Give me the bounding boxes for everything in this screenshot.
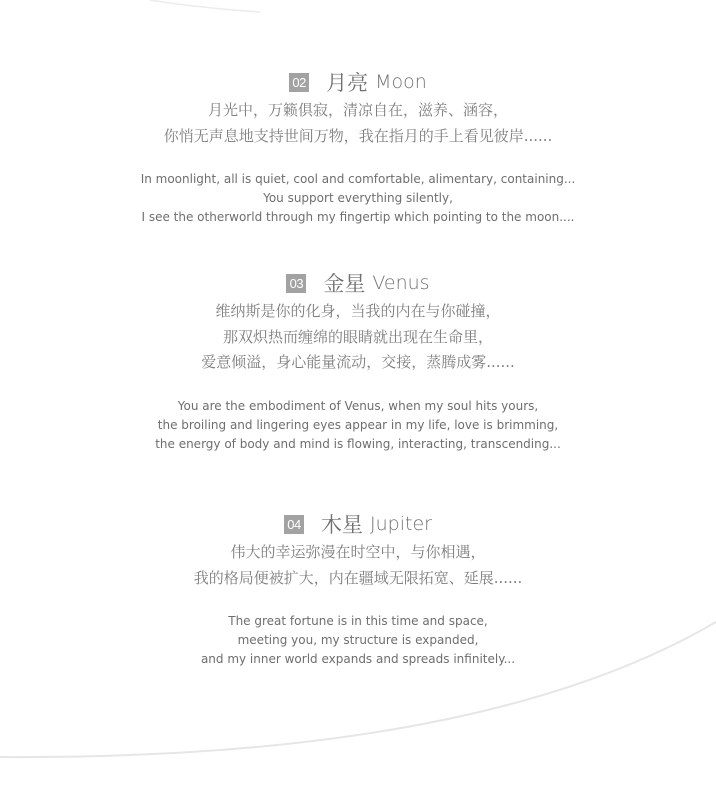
- section-number-badge: 02: [289, 73, 309, 92]
- en-line: the energy of body and mind is flowing, interacting, transcending...: [155, 436, 561, 451]
- section-number-badge: 04: [284, 515, 304, 534]
- cn-line: 爱意倾溢，身心能量流动，交接，蒸腾成雾......: [201, 353, 515, 371]
- section-title-en: Moon: [375, 71, 427, 93]
- cn-line: 维纳斯是你的化身，当我的内在与你碰撞，: [215, 302, 501, 320]
- chinese-text: [0, 299, 716, 376]
- top-arc: [150, 0, 260, 12]
- section-moon: [0, 67, 716, 227]
- chinese-text: [0, 540, 716, 591]
- cn-line: 那双炽热而缠绵的眼睛就出现在生命里，: [222, 327, 493, 346]
- en-line: In moonlight, all is quiet, cool and comfortable, alimentary, containing...: [140, 172, 576, 186]
- section-title-cn: 木星: [321, 513, 364, 537]
- english-text: [0, 170, 716, 227]
- chinese-text: [0, 98, 716, 149]
- cn-line: 伟大的幸运弥漫在时空中，与你相遇，: [230, 543, 486, 561]
- section-number-badge: 03: [286, 274, 306, 293]
- section-heading: [0, 268, 716, 298]
- english-text: [0, 612, 716, 669]
- en-line: the broiling and lingering eyes appear in my life, love is brimming,: [157, 417, 559, 432]
- section-venus: [0, 268, 716, 454]
- section-jupiter: [0, 509, 716, 669]
- cn-line: 你悄无声息地支持世间万物，我在指月的手上看见彼岸......: [163, 126, 553, 145]
- section-heading: [0, 509, 716, 539]
- cn-line: 月光中，万籁俱寂，清凉自在，滋养、涵容，: [207, 101, 508, 119]
- section-title-cn: 金星: [323, 272, 366, 296]
- en-line: You are the embodiment of Venus, when my soul hits yours,: [177, 398, 539, 413]
- en-line: and my inner world expands and spreads infinitely...: [200, 652, 516, 666]
- en-line: The great fortune is in this time and space,: [228, 614, 488, 628]
- en-line: meeting you, my structure is expanded,: [237, 633, 479, 647]
- section-title-en: Jupiter: [370, 513, 432, 535]
- section-heading: [0, 67, 716, 97]
- section-title-cn: 月亮: [326, 71, 369, 95]
- en-line: You support everything silently,: [263, 191, 453, 205]
- section-title-en: Venus: [372, 272, 430, 294]
- en-line: I see the otherworld through my fingertip which pointing to the moon....: [141, 210, 575, 224]
- english-text: [0, 397, 716, 454]
- cn-line: 我的格局便被扩大，内在疆域无限拓宽、延展......: [193, 568, 523, 587]
